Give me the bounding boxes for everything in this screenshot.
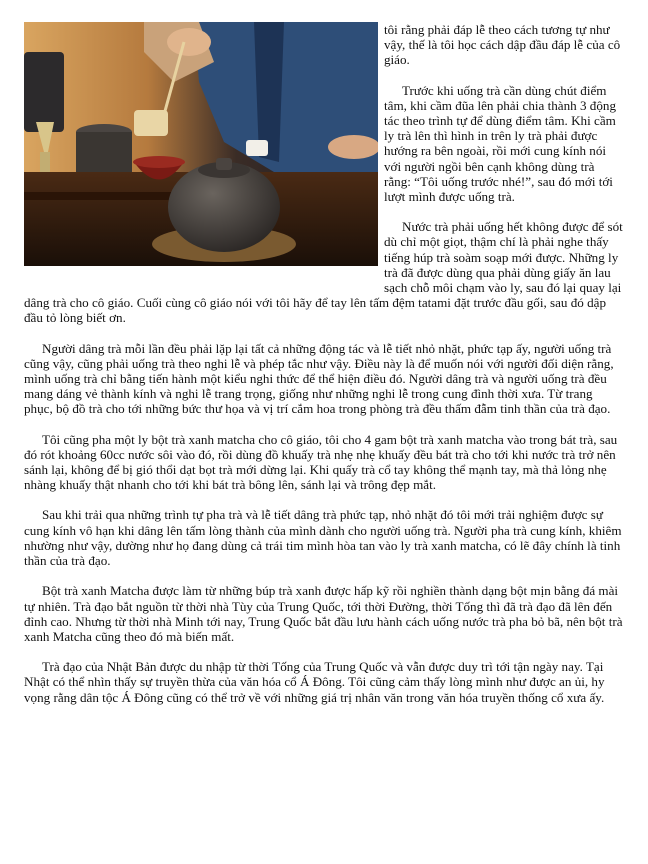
paragraph-7: Bột trà xanh Matcha được làm từ những búp trà xanh được hấp kỹ rồi nghiền thành dạng bột mịn bằng đá mài tự nhiên. Trà đạo bắt nguồn từ thời nhà Tùy của Trung Quốc, tới thời Đường, thời Tống thì đã trà đạo đã lên đến đỉnh cao. Nhưng từ thời nhà Minh tới nay, Trung Quốc bắt đầu lưu hành cách uống nước trà pha bỏ bã, nên bột trà xanh Matcha cũng theo đó mà biến mất. [24,583,623,644]
article-text [24,22,624,720]
paragraph-6: Sau khi trải qua những trình tự pha trà và lễ tiết dâng trà phức tạp, nhỏ nhặt đó tôi mới trải nghiệm được sự cung kính vô hạn khi dâng lên tấm lòng thành của mình dành cho người uống trà. Người pha trà cung kính, khiêm nhường như vậy, dường như họ đang dùng cả trái tim mình hòa tan vào ly trà xanh matcha, có lẽ đây chính là tinh thần của trà đạo. [24,507,622,569]
paragraph-2: Trước khi uống trà cần dùng chút điểm tâm, khi cầm đũa lên phải chia thành 3 động tác theo trình tự để dùng điểm tâm. Khi cầm ly trà lên thì hình in trên ly trà phải được hướng ra bên ngoài, rồi mới cung kính nói với người ngồi bên cạnh không dùng trà rằng: “Tôi uống trước nhé!”, sau đó mới tới lượt mình được uống trà. [384,82,616,205]
paragraph-5: Tôi cũng pha một ly bột trà xanh matcha cho cô giáo, tôi cho 4 gam bột trà xanh matcha vào trong bát trà, sau đó rót khoảng 60cc nước sôi vào đó, rồi dùng đồ khuấy trà nhẹ nhẹ khuấy đều bát trà cho tới khi nước trà trở nên sánh lại, không để bị gió thổi dạt bọt trà mới dừng lại. Khi quấy trà cổ tay không thể mạnh tay, mà thả lỏng nhẹ nhàng khuấy thật nhanh cho tới khi bát trà bông lên, sánh lại và trông đẹp mắt. [24,431,618,493]
paragraph-1: tôi rằng phải đáp lễ theo cách tương tự như vậy, thế là tôi học cách dập đầu đáp lễ của cô giáo. [384,22,621,68]
paragraph-8: Trà đạo của Nhật Bản được du nhập từ thời Tống của Trung Quốc và vẫn được duy trì tới tận ngày nay. Tại Nhật có thể nhìn thấy sự truyền thừa của văn hóa cổ Á Đông. Tôi cũng cảm thấy lòng mình như được an ủi, hy vọng rằng dân tộc Á Đông cũng có thể trở về với những giá trị nhân văn trong văn hóa truyền thống cổ xưa ấy. [24,659,605,705]
paragraph-3: Nước trà phải uống hết không được để sót dù chỉ một giọt, thậm chí là phải nghe thấy tiếng húp trà soàm soạp mới được. Những ly trà đã được dùng qua phải dùng giấy ăn lau sạch chỗ môi chạm vào ly, sau đó lại quay lại dâng trà cho cô giáo. Cuối cùng cô giáo nói với tôi hãy để tay lên tấm đệm tatami đặt trước đầu gối, sau đó dập đầu tỏ lòng biết ơn. [24,219,623,326]
paragraph-4: Người dâng trà mỗi lần đều phải lặp lại tất cả những động tác và lễ tiết nhỏ nhặt, phức tạp ấy, người uống trà cũng vậy, cũng phải uống trà theo nghi lễ và phép tắc như vậy. Điều này là để muốn nói với người đối diện rằng, mình uống trà chỉ bằng tiến hành một kiểu nghi thức để thể hiện điều đó. Người dâng trà và người uống trà đều mang dáng vẻ thành kính và nghi lễ trang trọng, giống như những nghi lễ trong cung đình thời xưa. Từ trang phục, bộ đồ trà cho tới những bức thư họa và vị trí cắm hoa trong phòng trà đều thấm đẫm tinh thần của trà đạo. [24,340,614,417]
photo-spacer [24,22,384,290]
